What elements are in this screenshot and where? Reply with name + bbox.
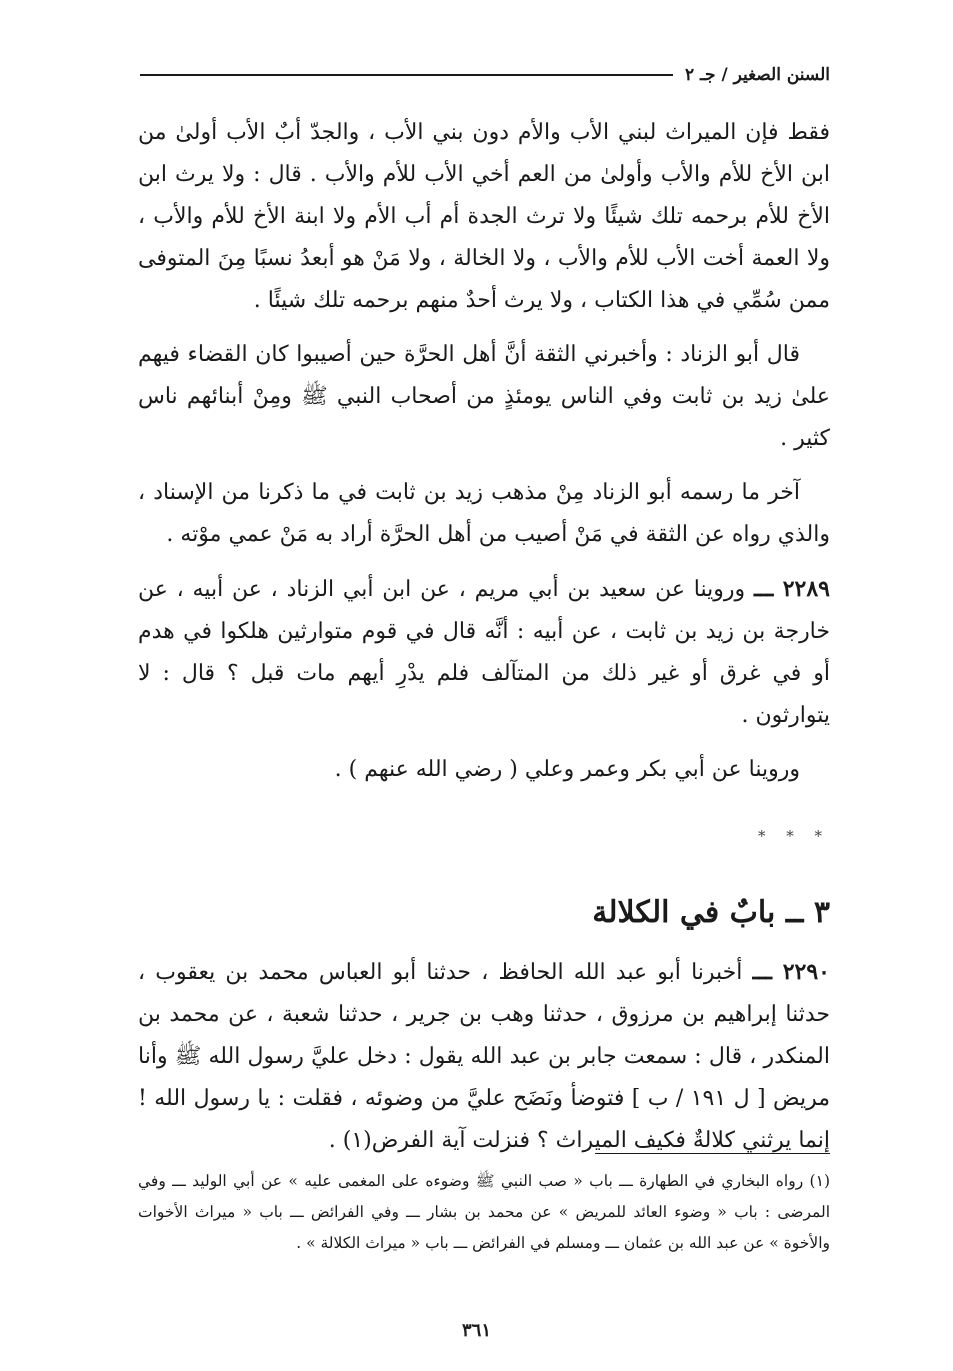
hadith-text: وروينا عن سعيد بن أبي مريم ، عن ابن أبي الزناد ، عن أبيه ، عن خارجة بن زيد بن ثابت ، عن أبيه : أنَّه قال في قوم متوارثين هلكوا في هدم أو في غرق أو غير ذلك من المتآلف فلم يدْرِ أيهم مات قبل ؟ قال : لا يتوارثون . — [138, 577, 830, 728]
running-title: السنن الصغير / جـ ٢ — [684, 65, 830, 85]
footnotes — [138, 1166, 830, 1259]
paragraph-summary: آخر ما رسمه أبو الزناد مِنْ مذهب زيد بن ثابت في ما ذكرنا من الإسناد ، والذي رواه عن الثقة في مَنْ أصيب من أهل الحرَّة أراد به مَنْ عمي موْته . — [138, 480, 830, 547]
hadith-number: ٢٢٩٠ ـــ — [752, 959, 830, 985]
footnote-rule — [595, 1153, 830, 1154]
hadith-2289 — [138, 568, 830, 737]
section-separator: * * * — [757, 827, 830, 845]
main-text — [138, 112, 830, 1174]
paragraph-inheritance: فقط فإن الميراث لبني الأب والأم دون بني الأب ، والجدّ أبٌ الأب أولىٰ من ابن الأخ للأم والأب وأولىٰ من العم أخي الأب للأم والأب . قال : ولا يرث ابن الأخ للأم برحمه تلك شيئًا ولا ترث الجدة أم أب الأم ولا ابنة الأخ للأم والأب ، ولا العمة أخت الأب للأم والأب ، ولا الخالة ، ولا مَنْ هو أبعدُ نسبًا مِنَ المتوفى ممن سُمِّي في هذا الكتاب ، ولا يرث أحدٌ منهم برحمه تلك شيئًا . — [138, 120, 830, 313]
chapter-title: ٣ ــ بابٌ في الكلالة — [592, 895, 830, 930]
hadith-number: ٢٢٨٩ ـــ — [753, 576, 830, 602]
paragraph-abu-zinad: قال أبو الزناد : وأخبرني الثقة أنَّ أهل الحرَّة حين أصيبوا كان القضاء فيهم علىٰ زيد بن ثابت وفي الناس يومئذٍ من أصحاب النبي ﷺ ومِنْ أبنائهم ناس كثير . — [138, 342, 830, 451]
running-header — [140, 62, 830, 88]
header-rule — [140, 74, 673, 76]
paragraph-companions: وروينا عن أبي بكر وعمر وعلي ( رضي الله عنهم ) . — [334, 757, 800, 782]
page-number: ٣٦١ — [461, 1320, 491, 1341]
footnote-1: (١) رواه البخاري في الطهارة ـــ باب « صب النبي ﷺ وضوءه على المغمى عليه » عن أبي الوليد ـــ وفي المرضى : باب « وضوء العائد للمريض » عن محمد بن بشار ـــ وفي الفرائض ـــ باب « ميراث الأخوات والأخوة » عن عبد الله بن عثمان ـــ ومسلم في الفرائض ـــ باب « ميراث الكلالة » . — [138, 1172, 830, 1252]
hadith-text: أخبرنا أبو عبد الله الحافظ ، حدثنا أبو العباس محمد بن يعقوب ، حدثنا إبراهيم بن مرزوق ، حدثنا وهب بن جرير ، حدثنا شعبة ، عن محمد بن المنكدر ، قال : سمعت جابر بن عبد الله يقول : دخل عليَّ رسول الله ﷺ وأنا مريض [ ل ١٩١ / ب ] فتوضأ ونَضَح عليَّ من وضوئه ، فقلت : يا رسول الله ! إنما يرثني كلالةٌ فكيف الميراث ؟ فنزلت آية الفرض(١) . — [138, 960, 830, 1153]
hadith-2290 — [138, 951, 830, 1162]
